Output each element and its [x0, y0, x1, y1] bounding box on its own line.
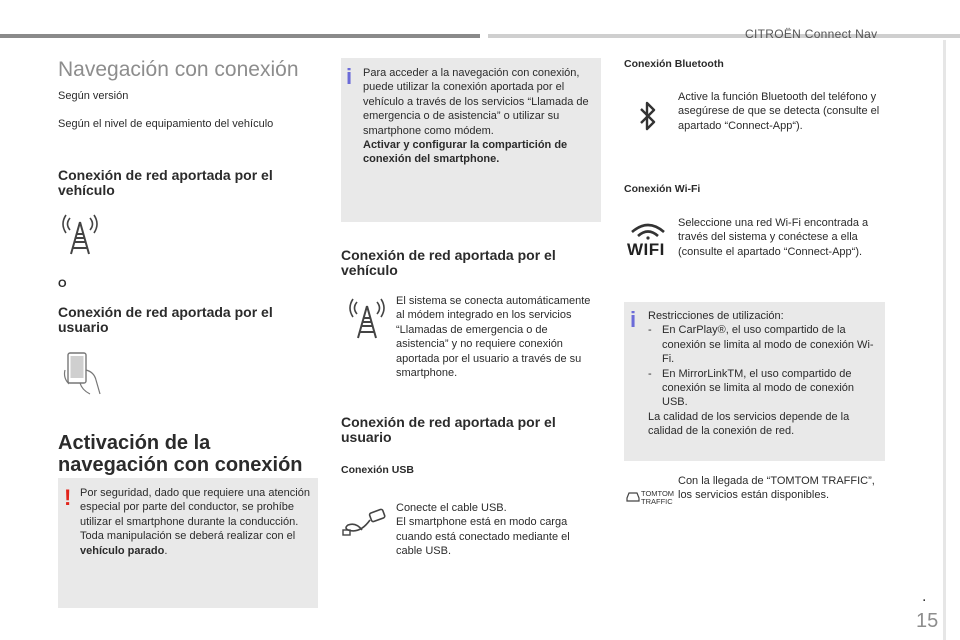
heading-vehicle-network-2: Conexión de red aportada por el vehículo: [341, 247, 556, 278]
info-access-text: Para acceder a la navegación con conexión, puede utilizar la conexión aportada por el vehículo a través de los servicios “Llamada de emergencia o de asistencia” o utilizar su smartphone como módem. Activar y configurar la compartición de conexión del smartphone.: [363, 67, 589, 166]
info-icon: i: [346, 64, 353, 89]
bluetooth-heading: Conexión Bluetooth: [624, 58, 724, 70]
header-bar-light: [488, 34, 960, 38]
equipment-note: Según el nivel de equipamiento del vehículo: [58, 118, 274, 130]
page-title: Navegación con conexión: [58, 58, 299, 81]
header-brand: CITROËN Connect Nav: [745, 27, 878, 41]
usb-heading: Conexión USB: [341, 464, 414, 476]
usb-text: Conecte el cable USB. El smartphone está en modo carga cuando está conectado mediante el cable USB.: [396, 502, 570, 558]
page-number: 15: [916, 610, 939, 632]
restriction-item: - En CarPlay®, el uso compartido de la conexión se limita al modo de conexión Wi-Fi.: [648, 323, 878, 366]
smartphone-hand-icon: [60, 350, 108, 398]
wifi-label: WIFI: [627, 240, 665, 259]
wifi-icon: [628, 222, 668, 240]
restriction-item: - En MirrorLinkTM, el uso compartido de conexión se limita al modo de conexión USB.: [648, 367, 878, 410]
page-edge: [943, 40, 946, 640]
heading-user-network-2: Conexión de red aportada por el usuario: [341, 414, 556, 445]
header-bar: [0, 34, 480, 38]
tomtom-traffic-icon: [626, 490, 640, 502]
antenna-icon: [62, 214, 98, 256]
wifi-heading: Conexión Wi-Fi: [624, 183, 701, 195]
heading-activation: Activación de la navegación con conexión: [58, 432, 303, 476]
bluetooth-icon: [638, 100, 658, 132]
bluetooth-text: Active la función Bluetooth del teléfono y asegúrese de que se detecta (consulte el apartado “Connect-App“).: [678, 91, 880, 132]
info-icon: i: [630, 307, 637, 332]
warning-text: Por seguridad, dado que requiere una atención especial por parte del conductor, se prohíbe utilizar el smartphone durante la conducción. Toda manipulación se deberá realizar con el vehículo parado.: [80, 487, 310, 557]
restrictions-text: Restricciones de utilización: - En CarPlay®, el uso compartido de la conexión se limita al modo de conexión Wi-Fi. - En MirrorLinkTM, el uso compartido de conexión se limita al modo de conexión USB. La calidad de los servicios depende de la calidad de la conexión de red.: [648, 309, 878, 439]
antenna-icon: [349, 298, 385, 340]
tomtom-label: TOMTOM TRAFFIC: [641, 489, 675, 506]
usb-cable-icon: [342, 508, 386, 540]
heading-vehicle-network: Conexión de red aportada por el vehículo: [58, 167, 273, 198]
tomtom-text: Con la llegada de “TOMTOM TRAFFIC”, los servicios están disponibles.: [678, 475, 875, 502]
wifi-text: Seleccione una red Wi-Fi encontrada a través del sistema y conéctese a ella (consulte el apartado “Connect-App“).: [678, 217, 869, 258]
warning-icon: !: [64, 485, 72, 510]
or-separator: O: [58, 278, 67, 290]
heading-user-network: Conexión de red aportada por el usuario: [58, 304, 273, 335]
page-dot: .: [922, 588, 927, 605]
vehicle-network-text: El sistema se conecta automáticamente al módem integrado en los servicios “Llamadas de emergencia o de asistencia” y no requiere conexión aportada por el usuario a través de su smartphone.: [396, 295, 591, 380]
version-note: Según versión: [58, 90, 129, 102]
